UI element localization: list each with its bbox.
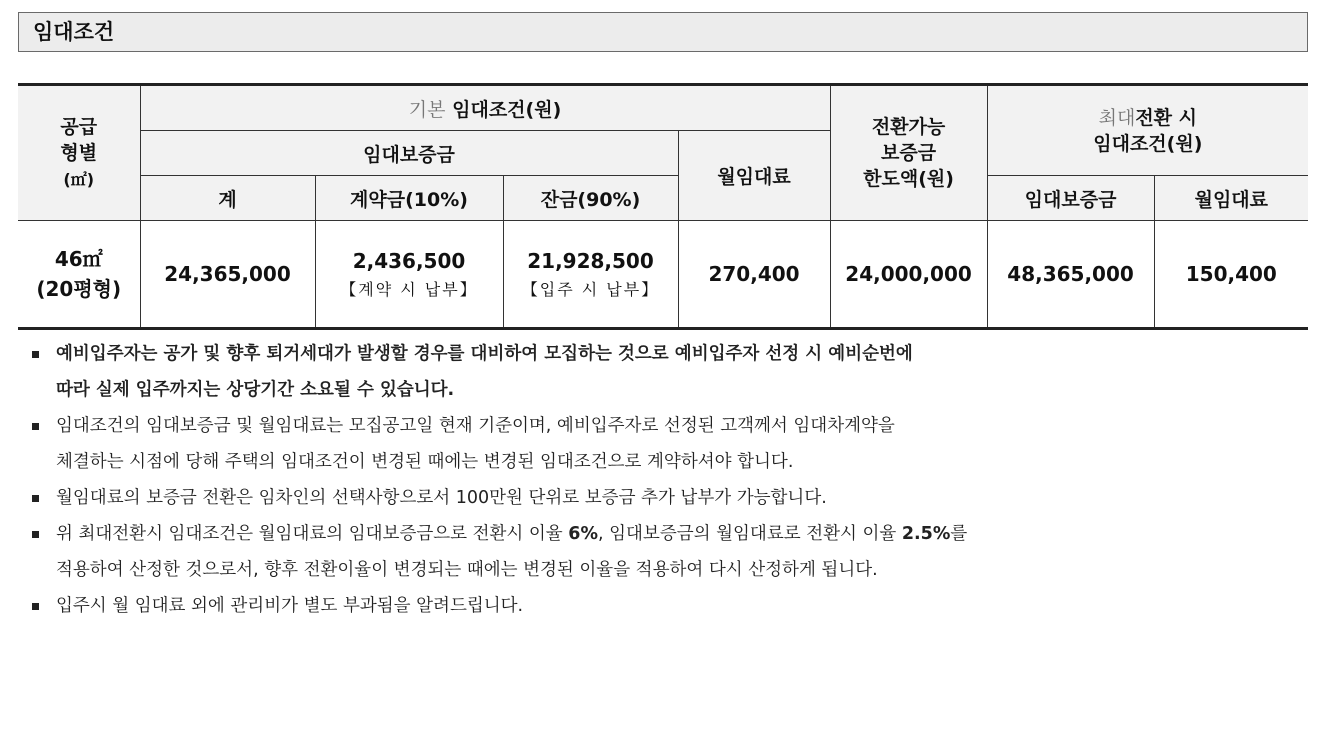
square-bullet-icon <box>32 423 39 430</box>
total-cell: 24,365,000 <box>140 221 315 329</box>
square-bullet-icon <box>32 495 39 502</box>
max-deposit-header: 임대보증금 <box>987 176 1154 221</box>
square-bullet-icon <box>32 603 39 610</box>
table-row <box>18 221 1308 329</box>
square-bullet-icon <box>32 531 39 538</box>
rent-conditions-table <box>18 83 1308 330</box>
list-item: 예비입주자는 공가 및 향후 퇴거세대가 발생할 경우를 대비하여 모집하는 것으로 예비입주자 선정 시 예비순번에 따라 실제 입주까지는 상당기간 소요될 수 있습니다. <box>30 336 1315 408</box>
section-title: 임대조건 <box>18 12 1308 52</box>
convertible-limit-header: 전환가능 보증금 한도액(원) <box>830 85 987 221</box>
convertible-limit-cell: 24,000,000 <box>830 221 987 329</box>
supply-type-cell: 46㎡ (20평형) <box>18 221 140 329</box>
deposit-header: 임대보증금 <box>140 131 678 176</box>
notes-list <box>30 336 1315 624</box>
max-monthly-header: 월임대료 <box>1154 176 1308 221</box>
balance-cell: 21,928,500 【입주 시 납부】 <box>503 221 678 329</box>
contract-payment-header: 계약금(10%) <box>315 176 503 221</box>
list-item: 위 최대전환시 임대조건은 월임대료의 임대보증금으로 전환시 이율 6%, 임대보증금의 월임대료로 전환시 이율 2.5%를 적용하여 산정한 것으로서, 향후 전환이율이 변경되는 때에는 변경된 이율을 적용하여 다시 산정하게 됩니다. <box>30 516 1315 588</box>
supply-type-header: 공급 형별 (㎡) <box>18 85 140 221</box>
total-header: 계 <box>140 176 315 221</box>
max-monthly-cell: 150,400 <box>1154 221 1308 329</box>
contract-payment-cell: 2,436,500 【계약 시 납부】 <box>315 221 503 329</box>
square-bullet-icon <box>32 351 39 358</box>
list-item: 입주시 월 임대료 외에 관리비가 별도 부과됨을 알려드립니다. <box>30 588 1315 624</box>
max-deposit-cell: 48,365,000 <box>987 221 1154 329</box>
max-conversion-header: 최대전환 시 임대조건(원) <box>987 85 1308 176</box>
contract-note: 【계약 시 납부】 <box>340 279 478 299</box>
balance-header: 잔금(90%) <box>503 176 678 221</box>
basic-rent-header: 기본 임대조건(원) <box>140 85 830 131</box>
list-item: 임대조건의 임대보증금 및 월임대료는 모집공고일 현재 기준이며, 예비입주자로 선정된 고객께서 임대차계약을 체결하는 시점에 당해 주택의 임대조건이 변경된 때에는 변경된 임대조건으로 계약하셔야 합니다. <box>30 408 1315 480</box>
list-item: 월임대료의 보증금 전환은 임차인의 선택사항으로서 100만원 단위로 보증금 추가 납부가 가능합니다. <box>30 480 1315 516</box>
monthly-rent-header: 월임대료 <box>678 131 830 221</box>
balance-note: 【입주 시 납부】 <box>521 279 660 299</box>
monthly-rent-cell: 270,400 <box>678 221 830 329</box>
